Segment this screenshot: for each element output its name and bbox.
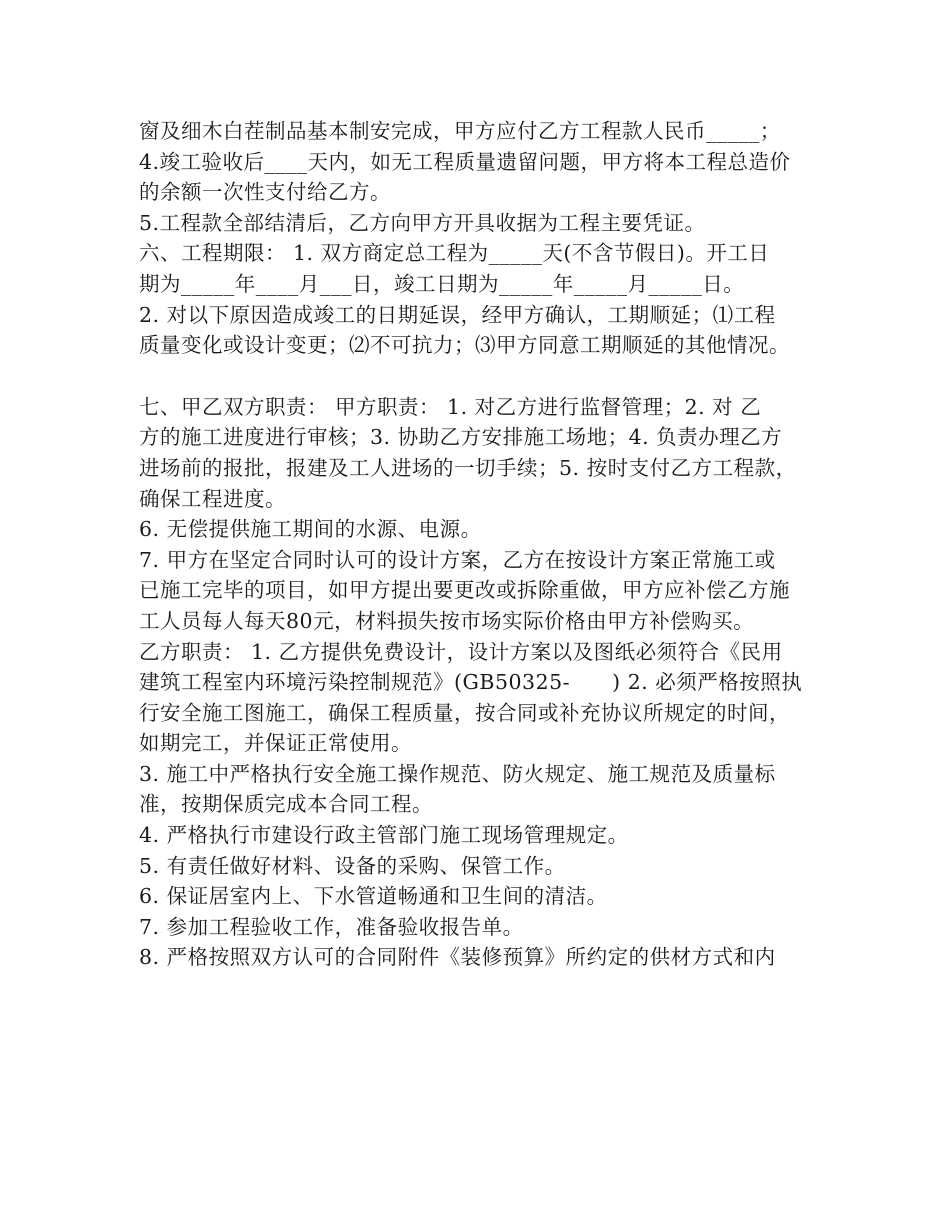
text-line: 确保工程进度。: [139, 486, 286, 511]
text-line: 建筑工程室内环境污染控制规范》(GB50325- ) 2. 必须严格按照执: [139, 670, 803, 695]
text-line: 5. 有责任做好材料、设备的采购、保管工作。: [139, 853, 566, 878]
text-line: 已施工完毕的项目，如甲方提出要更改或拆除重做，甲方应补偿乙方施: [139, 578, 790, 603]
document-page: [139, 116, 829, 973]
text-line: 进场前的报批，报建及工人进场的一切手续；5. 按时支付乙方工程款，: [139, 455, 797, 480]
text-line: 六、工程期限： 1. 双方商定总工程为_____天(不含节假日)。开工日: [139, 241, 770, 266]
text-line: 窗及细木白茬制品基本制安完成，甲方应付乙方工程款人民币_____；: [139, 119, 781, 143]
text-line: 七、甲乙双方职责： 甲方职责： 1. 对乙方进行监督管理；2. 对 乙: [139, 394, 762, 419]
text-line: 5.工程款全部结清后，乙方向甲方开具收据为工程主要凭证。: [139, 210, 706, 235]
text-line: 4.竣工验收后____天内，如无工程质量遗留问题，甲方将本工程总造价: [139, 149, 791, 174]
responsibilities-section: [139, 392, 829, 973]
payment-and-schedule-section: [139, 116, 829, 361]
text-line: 7. 甲方在坚定合同时认可的设计方案，乙方在按设计方案正常施工或: [139, 547, 776, 572]
text-line: 乙方职责： 1. 乙方提供免费设计，设计方案以及图纸必须符合《民用: [139, 639, 783, 664]
text-line: 方的施工进度进行审核；3. 协助乙方安排施工场地；4. 负责办理乙方: [139, 425, 783, 450]
paragraph-gap: [139, 361, 829, 392]
text-line: 如期完工，并保证正常使用。: [139, 731, 412, 756]
text-line: 工人员每人每天80元，材料损失按市场实际价格由甲方补偿购买。: [139, 608, 755, 633]
text-line: 期为_____年____月___日，竣工日期为_____年_____月_____日。: [139, 271, 745, 296]
text-line: 3. 施工中严格执行安全施工操作规范、防火规定、施工规范及质量标: [139, 761, 776, 786]
text-line: 质量变化或设计变更；⑵不可抗力；⑶甲方同意工期顺延的其他情况。: [139, 333, 790, 358]
text-line: 7. 参加工程验收工作，准备验收报告单。: [139, 914, 524, 939]
text-line: 6. 无偿提供施工期间的水源、电源。: [139, 517, 482, 542]
text-line: 6. 保证居室内上、下水管道畅通和卫生间的清洁。: [139, 884, 608, 909]
text-line: 8. 严格按照双方认可的合同附件《装修预算》所约定的供材方式和内: [139, 945, 776, 970]
text-line: 的余额一次性支付给乙方。: [139, 180, 391, 205]
text-line: 4. 严格执行市建设行政主管部门施工现场管理规定。: [139, 823, 629, 848]
text-line: 准，按期保质完成本合同工程。: [139, 792, 433, 817]
text-line: 2. 对以下原因造成竣工的日期延误，经甲方确认，工期顺延；⑴工程: [139, 302, 776, 327]
text-line: 行安全施工图施工，确保工程质量，按合同或补充协议所规定的时间，: [139, 700, 790, 725]
